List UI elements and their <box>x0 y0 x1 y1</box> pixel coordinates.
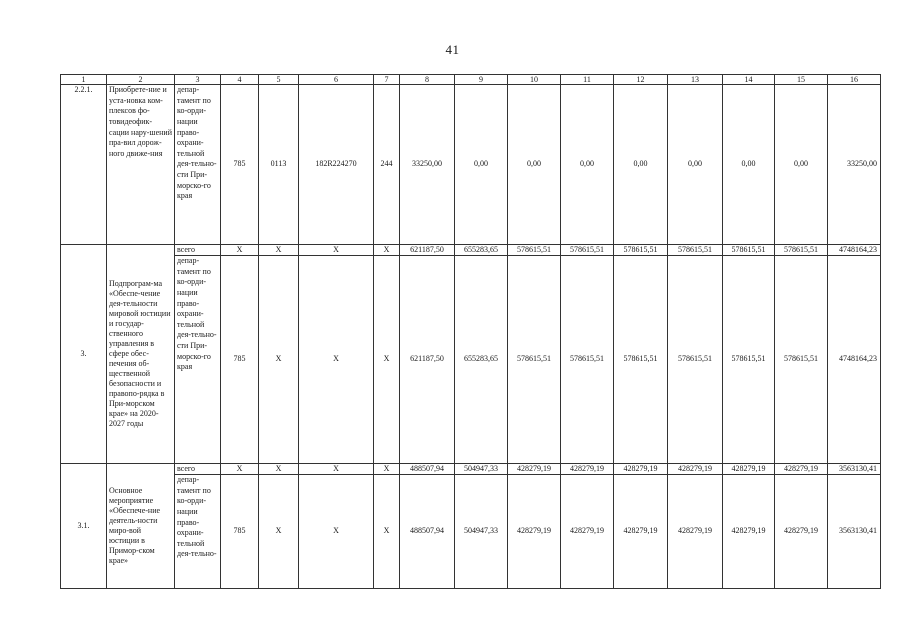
value-cell: X <box>259 245 299 256</box>
value-cell: X <box>299 475 374 589</box>
value-cell: 578615,51 <box>561 245 614 256</box>
value-cell: X <box>221 464 259 475</box>
row-index: 3.1. <box>61 464 107 589</box>
table-header <box>61 75 881 85</box>
column-header: 5 <box>259 75 299 85</box>
value-cell: 578615,51 <box>775 256 828 464</box>
value-cell: 428279,19 <box>723 475 775 589</box>
value-cell: 578615,51 <box>614 256 668 464</box>
table-body <box>61 85 881 589</box>
column-header: 2 <box>107 75 175 85</box>
value-cell: 0,00 <box>723 85 775 245</box>
value-cell: 578615,51 <box>775 245 828 256</box>
value-cell: X <box>374 245 400 256</box>
value-cell: 244 <box>374 85 400 245</box>
value-cell: 428279,19 <box>668 464 723 475</box>
value-cell: X <box>299 245 374 256</box>
column-header: 14 <box>723 75 775 85</box>
column-header: 3 <box>175 75 221 85</box>
value-cell: 785 <box>221 475 259 589</box>
row-total-label: всего <box>175 464 221 475</box>
column-header: 9 <box>455 75 508 85</box>
table-row <box>61 245 881 256</box>
value-cell: 33250,00 <box>400 85 455 245</box>
row-executor: депар-тамент по ко-орди-нации право-охрани-тельной дея-тельно-сти При-морско-го края <box>175 256 221 464</box>
value-cell: 578615,51 <box>561 256 614 464</box>
value-cell: 0113 <box>259 85 299 245</box>
column-header: 7 <box>374 75 400 85</box>
row-total-label: всего <box>175 245 221 256</box>
value-cell: 0,00 <box>508 85 561 245</box>
column-header: 4 <box>221 75 259 85</box>
value-cell: 655283,65 <box>455 256 508 464</box>
value-cell: 0,00 <box>614 85 668 245</box>
value-cell: 578615,51 <box>668 256 723 464</box>
value-cell: 578615,51 <box>723 256 775 464</box>
value-cell: 785 <box>221 256 259 464</box>
value-cell: 578615,51 <box>614 245 668 256</box>
value-cell: 428279,19 <box>508 475 561 589</box>
row-index: 2.2.1. <box>61 85 107 245</box>
value-cell: 488507,94 <box>400 464 455 475</box>
column-header: 16 <box>828 75 881 85</box>
value-cell: 621187,50 <box>400 256 455 464</box>
value-cell: X <box>374 256 400 464</box>
value-cell: 578615,51 <box>668 245 723 256</box>
budget-table <box>60 74 881 589</box>
column-header: 10 <box>508 75 561 85</box>
row-name: Приобрете-ние и уста-новка ком-плексов фо-товидеофик-сации нару-шений пра-вил дорож-ного движе-ния <box>107 85 175 245</box>
column-header: 8 <box>400 75 455 85</box>
value-cell: 428279,19 <box>668 475 723 589</box>
value-cell: 428279,19 <box>775 475 828 589</box>
table-row <box>61 475 881 589</box>
column-header: 15 <box>775 75 828 85</box>
value-cell: 3563130,41 <box>828 464 881 475</box>
value-cell: 3563130,41 <box>828 475 881 589</box>
row-executor: депар-тамент по ко-орди-нации право-охрани-тельной дея-тельно- <box>175 475 221 589</box>
value-cell: X <box>374 475 400 589</box>
value-cell: X <box>259 464 299 475</box>
table-row <box>61 464 881 475</box>
value-cell: 0,00 <box>561 85 614 245</box>
value-cell: X <box>221 245 259 256</box>
value-cell: 428279,19 <box>614 475 668 589</box>
header-row <box>61 75 881 85</box>
value-cell: 4748164,23 <box>828 245 881 256</box>
value-cell: 655283,65 <box>455 245 508 256</box>
value-cell: 488507,94 <box>400 475 455 589</box>
value-cell: 0,00 <box>455 85 508 245</box>
value-cell: 785 <box>221 85 259 245</box>
value-cell: X <box>299 256 374 464</box>
page-number: 41 <box>445 42 460 57</box>
table-row <box>61 256 881 464</box>
value-cell: X <box>374 464 400 475</box>
row-name: Подпрограм-ма «Обеспе-чение дея-тельности мировой юстиции и государ-ственного управления в сфере обес-печения об-щественной безопасности и правопо-рядка в При-морском крае» на 2020-2027 годы <box>107 245 175 464</box>
column-header: 11 <box>561 75 614 85</box>
column-header: 6 <box>299 75 374 85</box>
value-cell: 428279,19 <box>723 464 775 475</box>
value-cell: 4748164,23 <box>828 256 881 464</box>
table-row <box>61 85 881 245</box>
value-cell: X <box>259 475 299 589</box>
value-cell: 578615,51 <box>723 245 775 256</box>
value-cell: 578615,51 <box>508 245 561 256</box>
row-index: 3. <box>61 245 107 464</box>
value-cell: 504947,33 <box>455 475 508 589</box>
row-executor: депар-тамент по ко-орди-нации право-охрани-тельной дея-тельно-сти При-морско-го края <box>175 85 221 245</box>
row-name: Основное мероприятие «Обеспече-ние деятель-ности миро-вой юстиции в Примор-ском крае» <box>107 464 175 589</box>
value-cell: X <box>259 256 299 464</box>
value-cell: 428279,19 <box>775 464 828 475</box>
value-cell: 182R224270 <box>299 85 374 245</box>
value-cell: 33250,00 <box>828 85 881 245</box>
value-cell: 428279,19 <box>561 475 614 589</box>
value-cell: 428279,19 <box>561 464 614 475</box>
value-cell: 0,00 <box>668 85 723 245</box>
value-cell: 428279,19 <box>508 464 561 475</box>
value-cell: 578615,51 <box>508 256 561 464</box>
value-cell: 428279,19 <box>614 464 668 475</box>
value-cell: 504947,33 <box>455 464 508 475</box>
value-cell: X <box>299 464 374 475</box>
column-header: 12 <box>614 75 668 85</box>
column-header: 1 <box>61 75 107 85</box>
value-cell: 0,00 <box>775 85 828 245</box>
value-cell: 621187,50 <box>400 245 455 256</box>
column-header: 13 <box>668 75 723 85</box>
